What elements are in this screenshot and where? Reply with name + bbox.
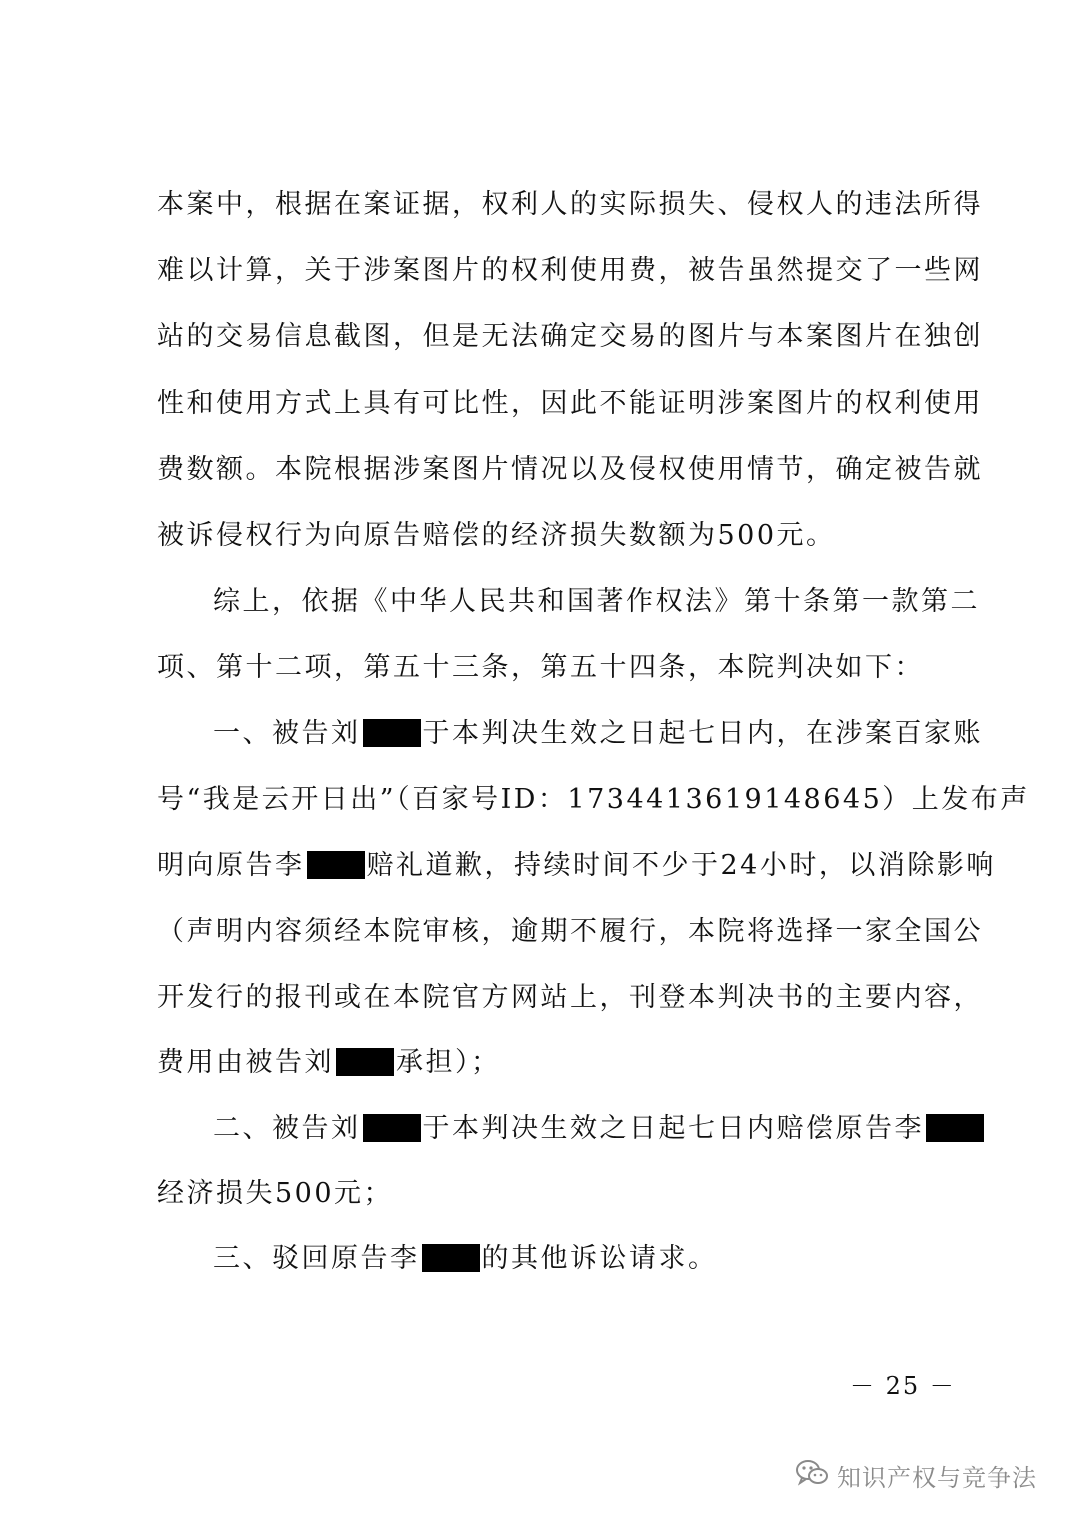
body-line: 综上，依据《中华人民共和国著作权法》第十条第一款第二: [213, 586, 980, 617]
text-segment: 承担）；: [396, 1047, 501, 1078]
body-line: 难以计算，关于涉案图片的权利使用费，被告虽然提交了一些网: [157, 255, 983, 286]
page-number: － 25 －: [850, 1372, 956, 1400]
body-line: 项、第十二项，第五十三条，第五十四条，本院判决如下：: [157, 652, 924, 683]
redaction-box: [363, 719, 421, 747]
body-line: 性和使用方式上具有可比性，因此不能证明涉案图片的权利使用: [157, 388, 983, 419]
judgment-item-1-line: 号“我是云开日出”（百家号ID：1734413619148645）上发布声: [157, 784, 1030, 815]
text-segment: 赔礼道歉，持续时间不少于24小时，以消除影响: [366, 850, 996, 881]
text-segment: 的其他诉讼请求。: [481, 1243, 718, 1274]
text-segment: 于本判决生效之日起七日内，在涉案百家账: [422, 718, 983, 749]
text-segment: 一、被告刘: [213, 718, 361, 749]
wechat-icon: [795, 1458, 829, 1492]
body-line: 被诉侵权行为向原告赔偿的经济损失数额为500元。: [157, 520, 836, 551]
judgment-item-1-line: [157, 1043, 987, 1083]
redaction-box: [422, 1244, 480, 1272]
redaction-box: [307, 851, 365, 879]
redaction-box: [363, 1114, 421, 1142]
body-line: 站的交易信息截图，但是无法确定交易的图片与本案图片在独创: [157, 321, 983, 352]
judgment-item-1-line: [157, 846, 996, 886]
watermark-text: 知识产权与竞争法: [837, 1463, 1037, 1492]
redaction-box: [926, 1114, 984, 1142]
judgment-item-2-line: [213, 1109, 1043, 1149]
judgment-item-2-line: 经济损失500元；: [157, 1178, 394, 1209]
judgment-item-1-line: （声明内容须经本院审核，逾期不履行，本院将选择一家全国公: [157, 916, 983, 947]
text-segment: 三、驳回原告李: [213, 1243, 420, 1274]
text-segment: 明向原告李: [157, 850, 305, 881]
redaction-box: [336, 1048, 394, 1076]
judgment-item-1-line: [213, 714, 1043, 754]
judgment-item-1-line: 开发行的报刊或在本院官方网站上，刊登本判决书的主要内容，: [157, 982, 983, 1013]
text-segment: 二、被告刘: [213, 1113, 361, 1144]
body-line: 本案中，根据在案证据，权利人的实际损失、侵权人的违法所得: [157, 189, 983, 220]
body-line: 费数额。本院根据涉案图片情况以及侵权使用情节，确定被告就: [157, 454, 983, 485]
judgment-item-3-line: [213, 1239, 1043, 1279]
text-segment: 费用由被告刘: [157, 1047, 334, 1078]
watermark: [795, 1455, 1037, 1495]
text-segment: 于本判决生效之日起七日内赔偿原告李: [422, 1113, 924, 1144]
